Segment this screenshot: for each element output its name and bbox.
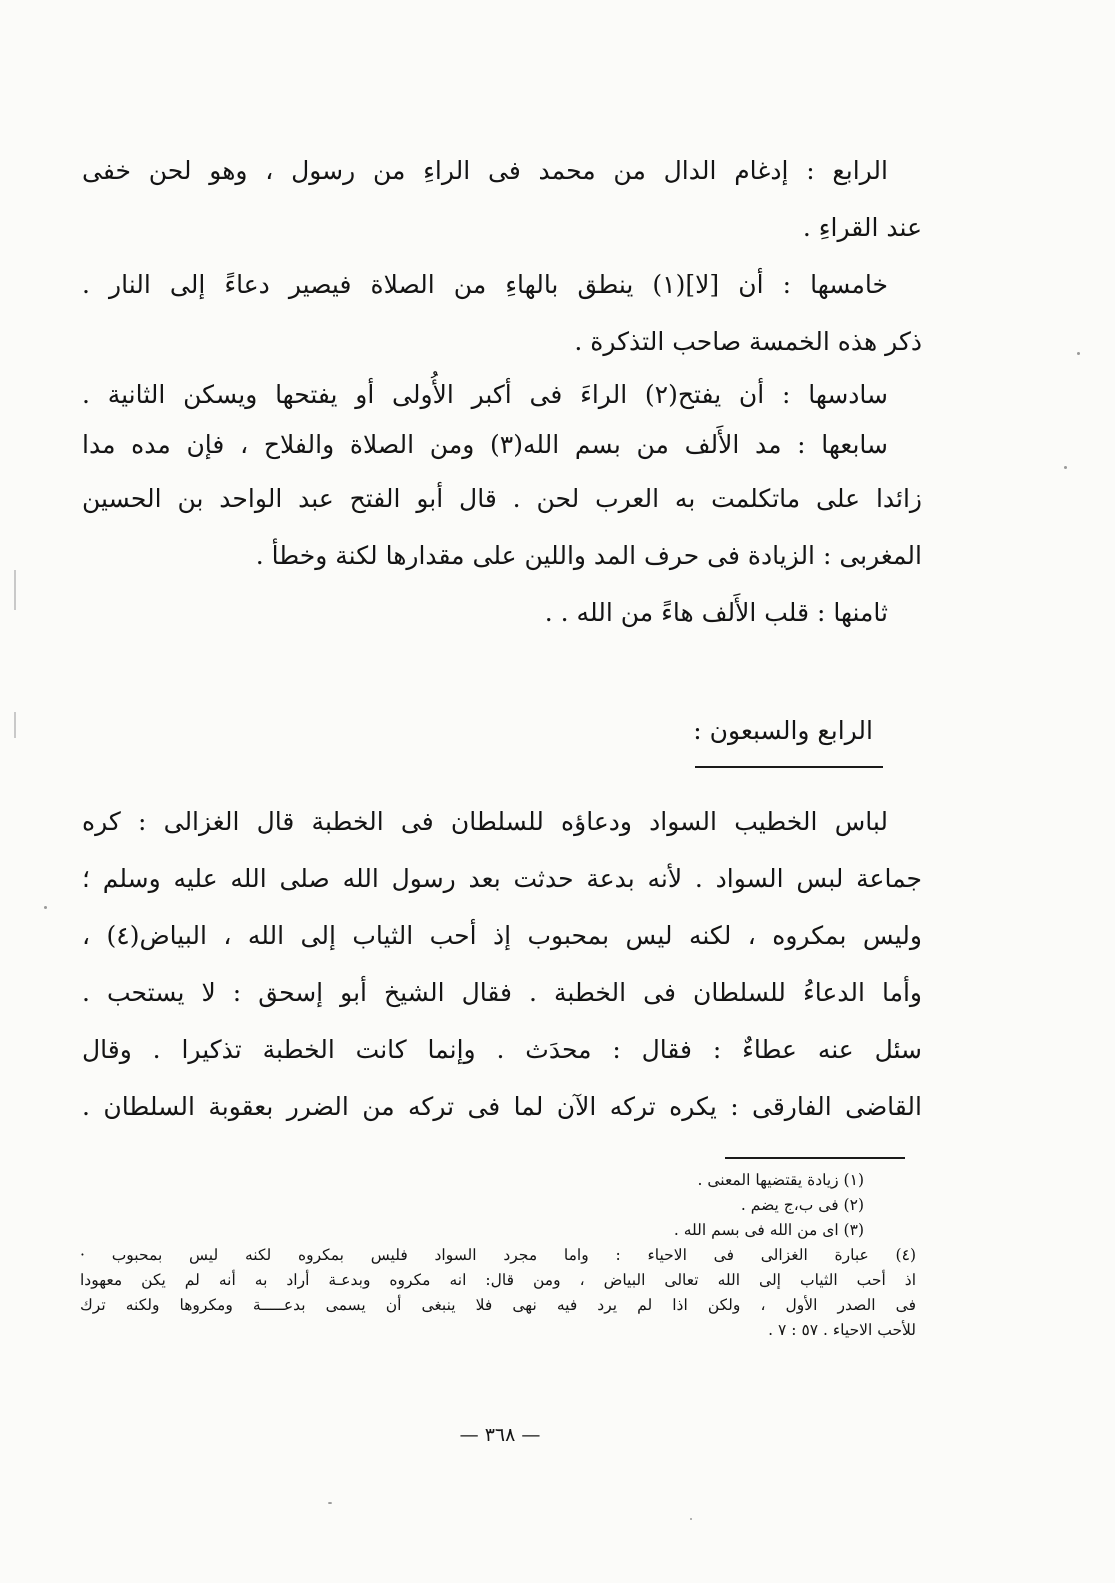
text-line: خامسها : أن [لا](١) ينطق بالهاءِ من الصلاة فيصير دعاءً إلى النار . bbox=[82, 270, 888, 299]
text-line: سادسها : أن يفتح(٢) الراءَ فى أكبر الأُولى أو يفتحها ويسكن الثانية . bbox=[82, 380, 888, 409]
text-line: وليس بمكروه ، لكنه ليس بمحبوب إذ أحب الثياب إلى الله ، البياض(٤) ، bbox=[82, 921, 922, 950]
scan-speck bbox=[328, 1502, 332, 1504]
text-line: الرابع : إدغام الدال من محمد فى الراءِ من رسول ، وهو لحن خفى bbox=[82, 156, 888, 185]
section-heading: الرابع والسبعون : bbox=[693, 716, 873, 745]
text-line: المغربى : الزيادة فى حرف المد واللين على مقدارها لكنة وخطأ . bbox=[255, 541, 922, 570]
scan-edge-mark bbox=[14, 712, 16, 738]
text-line: سابعها : مد الأَلف من بسم الله(٣) ومن الصلاة والفلاح ، فإن مده مدا bbox=[82, 430, 889, 459]
footnote: (٣) اى من الله فى بسم الله . bbox=[673, 1221, 864, 1239]
footnotes bbox=[80, 1168, 916, 1343]
footnote-separator bbox=[725, 1157, 905, 1159]
section-body bbox=[82, 793, 922, 1135]
heading-underline bbox=[695, 766, 883, 768]
footnote: فى الصدر الأول ، ولكن اذا لم يرد فيه نهى فلا ينبغى أن يسمى بدعـــــة ومكروها ولكنه ترك bbox=[80, 1296, 916, 1314]
footnote: اذ أحب الثياب إلى الله تعالى البياض ، ومن قال: انه مكروه وبدعـة أراد به أنه لم يكن معهودا bbox=[80, 1271, 916, 1289]
footnote: للأحب الاحياء . ٥٧ : ٧ . bbox=[768, 1321, 916, 1339]
scan-speck bbox=[690, 1518, 692, 1520]
footnote: (١) زيادة يقتضيها المعنى . bbox=[697, 1171, 864, 1189]
section-heading-wrap bbox=[683, 706, 883, 756]
text-line: سئل عنه عطاءٌ : فقال : محدَث . وإنما كانت الخطبة تذكيرا . وقال bbox=[82, 1035, 922, 1064]
text-line: زائدا على ماتكلمت به العرب لحن . قال أبو الفتح عبد الواحد بن الحسين bbox=[82, 484, 922, 513]
scan-speck bbox=[1077, 352, 1080, 355]
footnote: (٢) فى ب،ج يضم . bbox=[740, 1196, 864, 1214]
page-number: — ٣٦٨ — bbox=[459, 1424, 541, 1446]
text-line: لباس الخطيب السواد ودعاؤه للسلطان فى الخطبة قال الغزالى : كره bbox=[82, 807, 888, 836]
main-text bbox=[82, 142, 922, 641]
text-line: ذكر هذه الخمسة صاحب التذكرة . bbox=[574, 327, 922, 356]
scan-edge-mark bbox=[14, 570, 16, 610]
scan-speck bbox=[44, 906, 47, 909]
scan-speck bbox=[1064, 466, 1067, 469]
text-line: ثامنها : قلب الأَلف هاءً من الله . . bbox=[544, 598, 888, 627]
footnote: (٤) عبارة الغزالى فى الاحياء : واما مجرد السواد فليس بمكروه لكنه ليس بمحبوب · bbox=[80, 1246, 916, 1264]
text-line: وأما الدعاءُ للسلطان فى الخطبة . فقال الشيخ أبو إسحق : لا يستحب . bbox=[82, 978, 922, 1007]
text-line: عند القراءِ . bbox=[802, 213, 922, 242]
text-line: جماعة لبس السواد . لأنه بدعة حدثت بعد رسول الله صلى الله عليه وسلم ؛ bbox=[82, 864, 922, 893]
text-line: القاضى الفارقى : يكره تركه الآن لما فى تركه من الضرر بعقوبة السلطان . bbox=[82, 1092, 922, 1121]
